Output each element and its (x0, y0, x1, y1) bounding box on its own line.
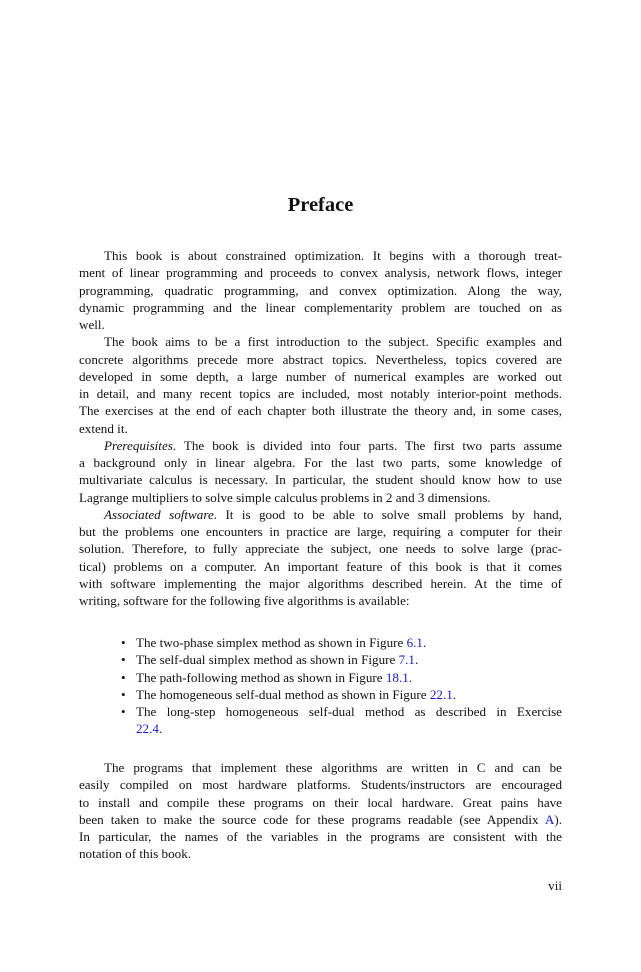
text-line: been taken to make the source code for these programs readable (see Appendix A). (79, 811, 562, 827)
figure-link[interactable]: 22.1 (429, 686, 453, 702)
text-line (79, 506, 562, 523)
figure-link[interactable]: 6.1 (406, 635, 423, 650)
text-line: In particular, the names of the variables in the programs are consistent with the (79, 829, 562, 844)
text-span: . The book is divided into four parts. The first two parts assume (172, 437, 562, 453)
text-span: The path-following method as shown in Figure (136, 669, 386, 685)
page-title: Preface (287, 194, 354, 216)
figure-link[interactable]: 7.1 (398, 652, 415, 668)
text-line: but the problems one encounters in practice are large, requiring a computer for their (79, 524, 562, 539)
preface-body (79, 247, 562, 609)
text-line: in detail, and many recent topics are included, most notably interior-point methods. (79, 386, 562, 401)
paragraph-software (79, 506, 562, 610)
text-span: The self-dual simplex method as shown in Figure (136, 652, 399, 668)
list-item: • The homogeneous self-dual method as shown in Figure 22.1. (119, 686, 562, 703)
text-line: • The long-step homogeneous self-dual method as described in Exercise (136, 704, 562, 719)
figure-link[interactable]: 18.1 (385, 669, 409, 685)
text-span: . It is good to be able to solve small problems by hand, (213, 506, 562, 522)
algorithm-list (119, 634, 562, 738)
text-line: 22.4. (136, 721, 163, 737)
text-span: The two-phase simplex method as shown in Figure (136, 635, 407, 650)
text-line: well. (79, 317, 105, 332)
list-item (119, 703, 562, 738)
text-line: to install and compile these programs on their local hardware. Great pains have (79, 794, 562, 810)
text-line: multivariate calculus is necessary. In particular, the student should know how to use (79, 472, 562, 488)
text-line: a background only in linear algebra. For the last two parts, some knowledge of (79, 455, 562, 470)
software-heading: Associated software (104, 506, 214, 522)
list-item: • The path-following method as shown in Figure 18.1. (119, 669, 562, 686)
text-line: concrete algorithms precede more abstract topics. Nevertheless, topics covered are (79, 351, 562, 367)
page-number: vii (548, 878, 562, 893)
text-line: programming, quadratic programming, and convex optimization. Along the way, (79, 282, 562, 298)
appendix-link[interactable]: A (544, 811, 555, 827)
paragraph-prerequisites (79, 437, 562, 506)
exercise-link[interactable]: 22.4 (136, 721, 159, 737)
text-line: tical) problems on a computer. An important feature of this book is that it comes (79, 558, 562, 574)
text-line: writing, software for the following five algorithms is available: (79, 593, 410, 608)
text-line: easily compiled on most hardware platforms. Students/instructors are encouraged (79, 777, 562, 793)
text-line: This book is about constrained optimization. It begins with a thorough treat- (104, 248, 562, 263)
text-span: been taken to make the source code for these programs readable (see Appendix (79, 811, 545, 827)
text-line: The book aims to be a first introduction to the subject. Specific examples and (104, 334, 562, 350)
prerequisites-heading: Prerequisites (104, 437, 173, 453)
text-line: developed in some depth, a large number of numerical examples are worked out (79, 368, 562, 384)
paragraph-programs (79, 759, 562, 863)
text-line: extend it. (79, 420, 128, 436)
text-line: with software implementing the major algorithms described herein. At the time of (79, 575, 562, 591)
text-line: notation of this book. (79, 846, 192, 862)
text-line (79, 437, 562, 454)
text-line: solution. Therefore, to fully appreciate the subject, one needs to solve large (prac- (79, 541, 562, 557)
list-item: • The two-phase simplex method as shown in Figure 6.1. (119, 634, 562, 651)
text-line: ment of linear programming and proceeds to convex analysis, network flows, integer (79, 265, 562, 281)
text-line: The exercises at the end of each chapter both illustrate the theory and, in some cases, (79, 403, 562, 419)
text-line: Lagrange multipliers to solve simple calculus problems in 2 and 3 dimensions. (79, 489, 491, 505)
list-item: • The self-dual simplex method as shown in Figure 7.1. (119, 651, 562, 668)
text-line: The programs that implement these algorithms are written in C and can be (104, 760, 562, 775)
text-line: dynamic programming and the linear complementarity problem are touched on as (79, 299, 562, 315)
text-span: The homogeneous self-dual method as shown in Figure (136, 686, 430, 702)
paragraph-intro (79, 247, 562, 333)
paragraph-aims (79, 333, 562, 437)
